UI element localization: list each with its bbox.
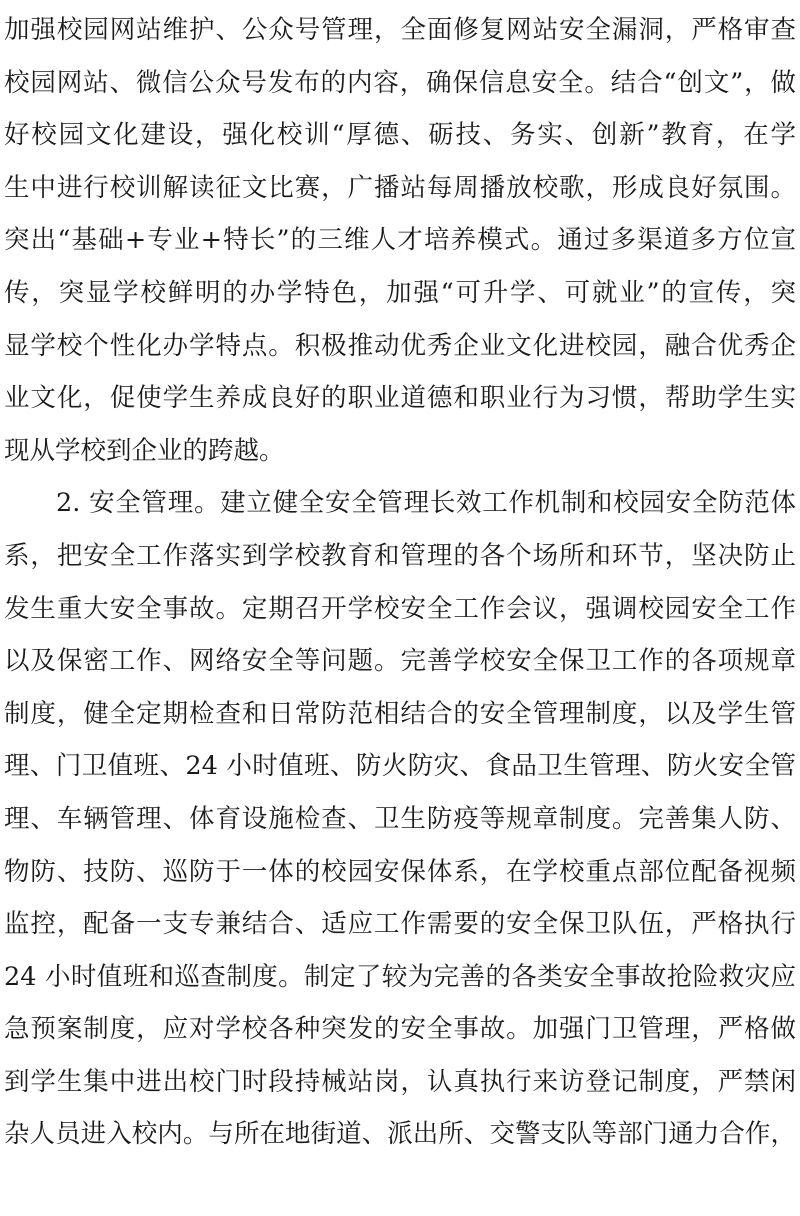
text-line: 显学校个性化办学特点。积极推动优秀企业文化进校园，融合优秀企	[4, 330, 796, 361]
section-heading-line: 2. 安全管理。建立健全安全管理长效工作机制和校园安全防范体	[56, 488, 796, 519]
text-line: 理、车辆管理、体育设施检查、卫生防疫等规章制度。完善集人防、	[4, 803, 796, 834]
text-line: 物防、技防、巡防于一体的校园安保体系，在学校重点部位配备视频	[4, 856, 796, 887]
text-line: 到学生集中进出校门时段持械站岗，认真执行来访登记制度，严禁闲	[4, 1066, 796, 1097]
text-line: 制度，健全定期检查和日常防范相结合的安全管理制度，以及学生管	[4, 698, 796, 729]
text-line: 突出“基础+专业+特长”的三维人才培养模式。通过多渠道多方位宣	[4, 225, 796, 256]
text-line: 监控，配备一支专兼结合、适应工作需要的安全保卫队伍，严格执行	[4, 909, 796, 940]
text-line: 现从学校到企业的跨越。	[4, 435, 285, 466]
text-line: 校园网站、微信公众号发布的内容，确保信息安全。结合“创文”，做	[4, 67, 796, 98]
text-line: 理、门卫值班、24 小时值班、防火防灾、食品卫生管理、防火安全管	[4, 751, 796, 782]
text-line: 系，把安全工作落实到学校教育和管理的各个场所和环节，坚决防止	[4, 540, 796, 571]
text-line: 杂人员进入校内。与所在地街道、派出所、交警支队等部门通力合作，	[4, 1119, 796, 1150]
text-line: 好校园文化建设，强化校训“厚德、砺技、务实、创新”教育，在学	[4, 120, 796, 151]
text-line: 传，突显学校鲜明的办学特色，加强“可升学、可就业”的宣传，突	[4, 277, 796, 308]
text-line: 加强校园网站维护、公众号管理，全面修复网站安全漏洞，严格审查	[4, 15, 796, 45]
text-line: 以及保密工作、网络安全等问题。完善学校安全保卫工作的各项规章	[4, 646, 796, 677]
text-line: 发生重大安全事故。定期召开学校安全工作会议，强调校园安全工作	[4, 593, 796, 624]
text-line: 急预案制度，应对学校各种突发的安全事故。加强门卫管理，严格做	[4, 1014, 796, 1045]
text-line: 24 小时值班和巡查制度。制定了较为完善的各类安全事故抢险救灾应	[4, 961, 796, 992]
text-line: 业文化，促使学生养成良好的职业道德和职业行为习惯，帮助学生实	[4, 383, 796, 414]
text-line: 生中进行校训解读征文比赛，广播站每周播放校歌，形成良好氛围。	[4, 172, 796, 203]
